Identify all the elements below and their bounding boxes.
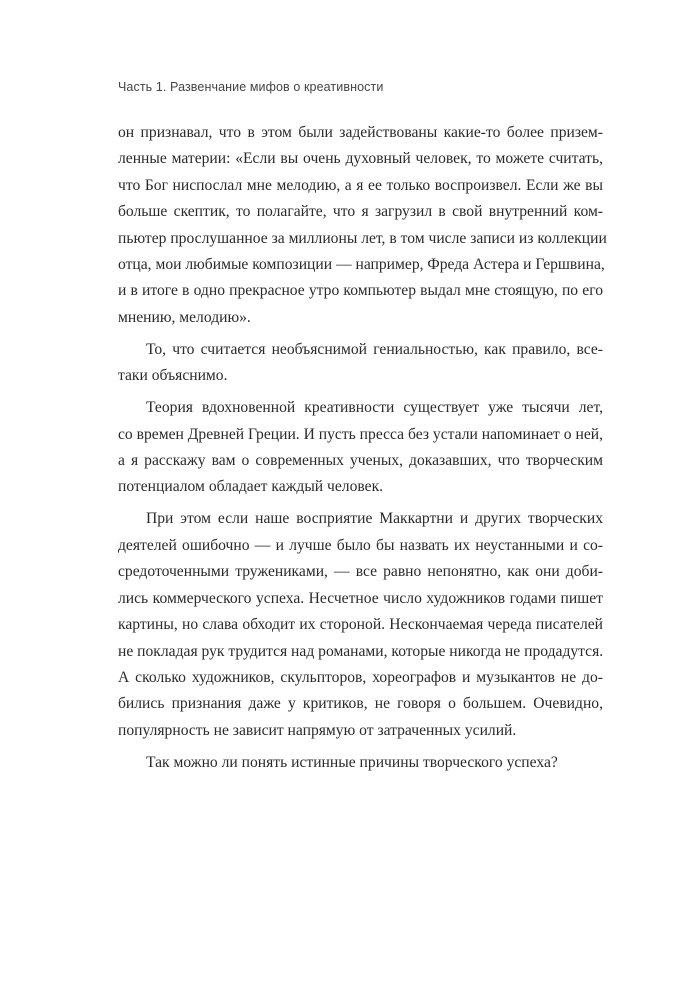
text-line: что Бог ниспослал мне мелодию, а я ее только воспроизвел. Если же вы: [118, 176, 603, 194]
text-line: и в итоге в одно прекрасное утро компьютер выдал мне стоящую, по его: [118, 282, 603, 300]
paragraph: [118, 395, 603, 501]
text-line: А сколько художников, скульпторов, хореографов и музыкантов не до-: [118, 668, 603, 686]
text-line: бились признания даже у критиков, не говоря о большем. Очевидно,: [118, 695, 603, 713]
text-line: деятелей ошибочно — и лучше было бы назвать их неустанными и со-: [118, 536, 603, 554]
text-line: отца, мои любимые композиции — например, Фреда Астера и Гершвина,: [118, 256, 605, 274]
body-text: [118, 120, 607, 782]
text-line: больше скептик, то полагайте, что я загрузил в свой внутренний ком-: [118, 203, 603, 221]
text-line: Так можно ли понять истинные причины творческого успеха?: [146, 753, 558, 771]
text-line: средоточенными тружениками, — все равно непонятно, как они доби-: [118, 563, 603, 581]
text-line: То, что считается необъяснимой гениальностью, как правило, все-: [146, 340, 603, 358]
text-line: популярность не зависит напрямую от затраченных усилий.: [118, 721, 517, 739]
paragraph: [118, 506, 603, 744]
paragraph: [118, 750, 603, 776]
text-line: При этом если наше восприятие Маккартни и других творческих: [146, 510, 603, 528]
text-line: картины, но слава обходит их стороной. Нескончаемая череда писателей: [118, 616, 603, 634]
text-line: таки объяснимо.: [118, 367, 228, 385]
text-line: ленные материи: «Если вы очень духовный человек, то можете считать,: [118, 150, 603, 168]
text-line: не покладая рук трудится над романами, которые никогда не продадутся.: [118, 642, 604, 660]
text-line: а я расскажу вам о современных ученых, доказавших, что творческим: [118, 452, 603, 470]
text-line: со времен Древней Греции. И пусть пресса без устали напоминает о ней,: [118, 425, 603, 443]
text-line: пьютер прослушанное за миллионы лет, в том числе записи из коллекции: [118, 229, 607, 247]
text-line: он признавал, что в этом были задействованы какие-то более призем-: [118, 124, 603, 141]
text-line: Теория вдохновенной креативности существует уже тысячи лет,: [146, 399, 603, 417]
text-line: мнению, мелодию».: [118, 308, 251, 326]
paragraph: [118, 337, 603, 390]
text-line: потенциалом обладает каждый человек.: [118, 478, 384, 496]
text-line: лись коммерческого успеха. Несчетное число художников годами пишет: [118, 589, 603, 607]
paragraph: [118, 120, 607, 331]
running-head: Часть 1. Развенчание мифов о креативности: [118, 80, 384, 94]
